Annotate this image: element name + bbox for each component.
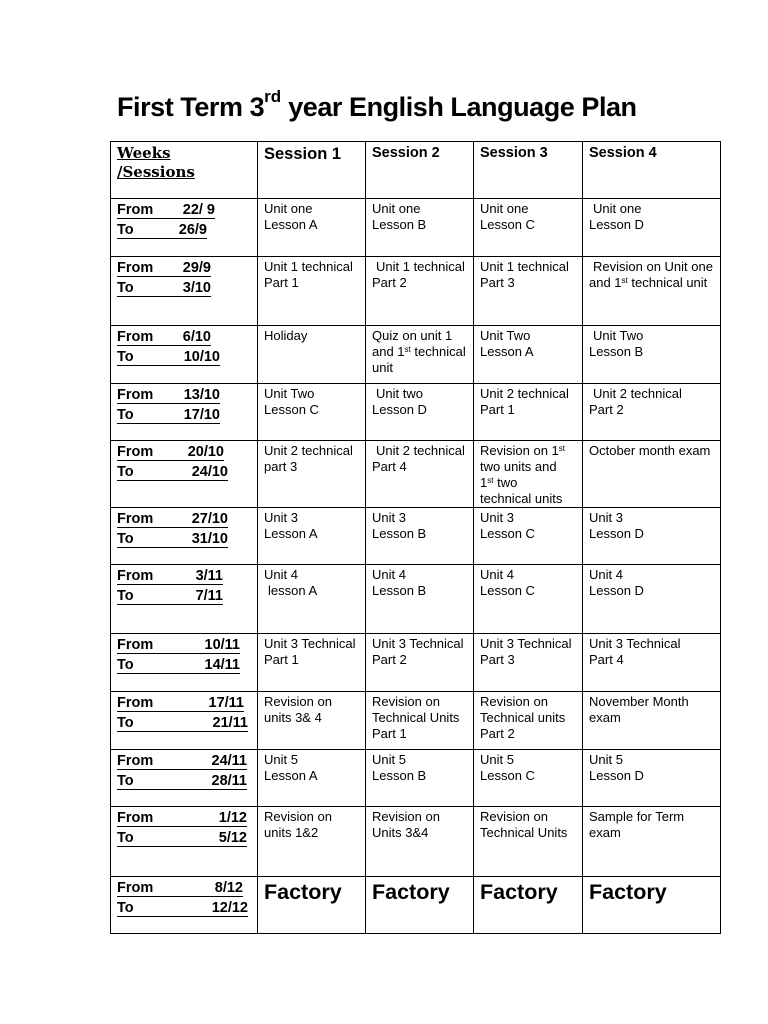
cell-line: Revision on Unit one <box>593 259 713 274</box>
cell-line: Part 1 <box>264 275 299 290</box>
session-2-cell <box>366 877 474 934</box>
cell-line: units 3& 4 <box>264 710 322 725</box>
ordinal-suffix: st <box>404 345 411 354</box>
cell-line: part 3 <box>264 459 298 474</box>
session-3-cell <box>474 692 583 750</box>
to-line <box>117 901 248 917</box>
from-label: From <box>117 568 154 584</box>
cell-line: Unit 3 <box>480 510 514 525</box>
session-1-cell <box>258 807 366 877</box>
cell-line: Lesson C <box>480 217 535 232</box>
week-row <box>111 565 721 634</box>
cell-line: Unit 5 <box>480 752 514 767</box>
session-2-cell <box>366 384 474 441</box>
cell-line: Part 4 <box>372 459 407 474</box>
cell-line: Unit 4 <box>480 567 514 582</box>
cell-line: Lesson D <box>589 526 644 541</box>
from-date: 20/10 <box>187 444 224 460</box>
cell-line: Unit 3 <box>372 510 406 525</box>
cell-line: Factory <box>589 880 667 904</box>
from-date: 24/11 <box>211 753 247 769</box>
cell-line <box>589 275 718 291</box>
cell-line: Part 2 <box>480 726 515 741</box>
header-session-4: Session 4 <box>589 145 657 161</box>
to-label: To <box>117 407 134 423</box>
session-4-cell <box>583 441 721 508</box>
to-line <box>117 281 211 297</box>
cell-line: Part 2 <box>589 402 624 417</box>
cell-line: Revision on <box>372 809 440 824</box>
to-date: 5/12 <box>218 830 247 846</box>
week-row <box>111 326 721 384</box>
to-line <box>117 589 223 605</box>
to-line <box>117 658 240 674</box>
session-2-cell <box>366 634 474 692</box>
to-label: To <box>117 830 134 846</box>
session-4-cell <box>583 692 721 750</box>
session-2-cell <box>366 508 474 565</box>
session-2-cell <box>366 692 474 750</box>
header-session-2: Session 2 <box>372 145 440 161</box>
line-text: 1 <box>480 475 488 490</box>
week-row <box>111 634 721 692</box>
session-1-cell <box>258 257 366 326</box>
cell-line: exam <box>589 825 621 840</box>
session-1-cell <box>258 692 366 750</box>
week-row <box>111 384 721 441</box>
cell-line: Holiday <box>264 328 308 343</box>
from-label: From <box>117 387 154 403</box>
cell-line: November Month <box>589 694 689 709</box>
to-line <box>117 223 207 239</box>
session-4-cell <box>583 199 721 257</box>
from-line <box>117 261 211 277</box>
from-line <box>117 330 211 346</box>
to-line <box>117 831 247 847</box>
from-label: From <box>117 511 154 527</box>
header-session-1-cell <box>258 142 366 199</box>
cell-line: Revision on <box>264 809 332 824</box>
cell-line: Part 2 <box>372 652 407 667</box>
cell-line: Factory <box>480 880 558 904</box>
session-2-cell <box>366 257 474 326</box>
cell-line: Lesson C <box>480 768 535 783</box>
cell-line <box>372 344 471 360</box>
cell-line: Unit 3 Technical <box>372 636 464 651</box>
cell-line: Unit 3 <box>589 510 623 525</box>
from-date: 13/10 <box>183 387 220 403</box>
cell-line: Lesson C <box>480 583 535 598</box>
header-session-4-cell <box>583 142 721 199</box>
cell-line: Unit one <box>372 201 421 216</box>
from-date: 27/10 <box>191 511 228 527</box>
cell-line: Unit 3 Technical <box>480 636 572 651</box>
from-date: 10/11 <box>204 637 240 653</box>
session-1-cell <box>258 634 366 692</box>
cell-line: Lesson C <box>480 526 535 541</box>
cell-line: Unit 3 <box>264 510 298 525</box>
week-range-cell <box>111 257 258 326</box>
to-date: 7/11 <box>195 588 223 604</box>
cell-line: lesson A <box>268 583 318 598</box>
session-3-cell <box>474 199 583 257</box>
cell-line: Lesson A <box>480 344 534 359</box>
week-row <box>111 508 721 565</box>
cell-line: Unit 4 <box>264 567 298 582</box>
cell-line: Lesson D <box>589 583 644 598</box>
ordinal-suffix: st <box>621 276 628 285</box>
session-3-cell <box>474 257 583 326</box>
session-4-cell <box>583 807 721 877</box>
cell-line: technical units <box>480 491 563 506</box>
session-4-cell <box>583 508 721 565</box>
week-row <box>111 877 721 934</box>
cell-line: Unit one <box>593 201 642 216</box>
session-1-cell <box>258 326 366 384</box>
session-1-cell <box>258 750 366 807</box>
cell-line: Unit one <box>264 201 313 216</box>
session-4-cell <box>583 384 721 441</box>
week-range-cell <box>111 384 258 441</box>
week-range-cell <box>111 807 258 877</box>
session-1-cell <box>258 565 366 634</box>
session-4-cell <box>583 326 721 384</box>
cell-line: Revision on <box>264 694 332 709</box>
session-1-cell <box>258 384 366 441</box>
session-3-cell <box>474 441 583 508</box>
week-row <box>111 257 721 326</box>
to-label: To <box>117 657 134 673</box>
cell-line: Unit 2 technical <box>376 443 465 458</box>
to-label: To <box>117 280 134 296</box>
cell-line: Lesson D <box>589 217 644 232</box>
to-date: 24/10 <box>191 464 228 480</box>
session-3-cell <box>474 384 583 441</box>
cell-line: exam <box>589 710 621 725</box>
week-row <box>111 750 721 807</box>
cell-line: Lesson B <box>372 217 427 232</box>
cell-line: Lesson A <box>264 768 318 783</box>
cell-line: Units 3&4 <box>372 825 429 840</box>
title-ordinal-suffix: rd <box>264 87 282 106</box>
from-date: 6/10 <box>182 329 211 345</box>
from-date: 8/12 <box>214 880 243 896</box>
from-line <box>117 512 228 528</box>
from-line <box>117 811 247 827</box>
cell-line: Part 3 <box>480 652 515 667</box>
line-text: and 1 <box>372 344 405 359</box>
line-text: and 1 <box>589 275 622 290</box>
cell-line <box>480 475 580 491</box>
session-3-cell <box>474 750 583 807</box>
to-line <box>117 532 228 548</box>
cell-line: Unit 5 <box>589 752 623 767</box>
to-date: 26/9 <box>178 222 207 238</box>
from-line <box>117 754 247 770</box>
session-3-cell <box>474 508 583 565</box>
to-line <box>117 774 247 790</box>
to-date: 12/12 <box>211 900 248 916</box>
cell-line: Unit 2 technical <box>593 386 682 401</box>
cell-line: Lesson D <box>589 768 644 783</box>
from-date: 29/9 <box>182 260 211 276</box>
week-row <box>111 199 721 257</box>
to-label: To <box>117 773 134 789</box>
cell-line <box>480 443 580 459</box>
cell-line: Unit 4 <box>589 567 623 582</box>
cell-line: Technical Units <box>480 825 568 840</box>
cell-line: Unit 2 technical <box>480 386 569 401</box>
cell-line: Lesson A <box>264 217 318 232</box>
cell-line: Part 1 <box>372 726 407 741</box>
week-range-cell <box>111 508 258 565</box>
session-1-cell <box>258 508 366 565</box>
cell-line: Unit two <box>376 386 423 401</box>
cell-line: Unit 4 <box>372 567 406 582</box>
from-line <box>117 696 244 712</box>
line-tail: technical unit <box>627 275 708 290</box>
header-weeks-sessions <box>111 142 258 199</box>
week-range-cell <box>111 565 258 634</box>
to-label: To <box>117 464 134 480</box>
cell-line: Revision on <box>372 694 440 709</box>
session-4-cell <box>583 565 721 634</box>
to-date: 3/10 <box>182 280 211 296</box>
cell-line: Part 2 <box>372 275 407 290</box>
cell-line: Revision on <box>480 694 548 709</box>
cell-line: Part 3 <box>480 275 515 290</box>
cell-line: Part 4 <box>589 652 624 667</box>
cell-line: Unit Two <box>593 328 644 343</box>
session-2-cell <box>366 565 474 634</box>
from-line <box>117 203 215 219</box>
session-1-cell <box>258 441 366 508</box>
header-session-3: Session 3 <box>480 145 548 161</box>
header-row <box>111 142 721 199</box>
cell-line: Lesson B <box>372 768 427 783</box>
session-4-cell <box>583 257 721 326</box>
to-line <box>117 465 228 481</box>
cell-line: Unit 1 technical <box>264 259 353 274</box>
cell-line: Unit Two <box>264 386 315 401</box>
cell-line: Revision on <box>480 809 548 824</box>
cell-line: Unit 3 Technical <box>264 636 356 651</box>
from-label: From <box>117 444 154 460</box>
cell-line: Unit 1 technical <box>376 259 465 274</box>
from-line <box>117 445 224 461</box>
to-line <box>117 350 220 366</box>
week-range-cell <box>111 326 258 384</box>
session-4-cell <box>583 634 721 692</box>
cell-line: Lesson B <box>589 344 644 359</box>
from-label: From <box>117 880 154 896</box>
cell-line: Lesson B <box>372 583 427 598</box>
from-label: From <box>117 695 154 711</box>
week-range-cell <box>111 634 258 692</box>
week-range-cell <box>111 750 258 807</box>
from-label: From <box>117 810 154 826</box>
cell-line: units 1&2 <box>264 825 319 840</box>
from-line <box>117 638 240 654</box>
to-date: 14/11 <box>204 657 240 673</box>
header-session-1: Session 1 <box>264 145 342 163</box>
session-4-cell <box>583 877 721 934</box>
to-label: To <box>117 715 134 731</box>
header-sessions: /Sessions <box>117 163 195 181</box>
week-range-cell <box>111 692 258 750</box>
from-line <box>117 881 243 897</box>
session-3-cell <box>474 877 583 934</box>
cell-line: Technical Units <box>372 710 460 725</box>
to-line <box>117 716 248 732</box>
cell-line: Factory <box>372 880 450 904</box>
session-2-cell <box>366 199 474 257</box>
week-row <box>111 692 721 750</box>
cell-line: October month exam <box>589 443 711 458</box>
cell-line: Lesson C <box>264 402 319 417</box>
to-label: To <box>117 222 134 238</box>
from-date: 3/11 <box>195 568 223 584</box>
cell-line: Unit Two <box>480 328 531 343</box>
cell-line: Technical units <box>480 710 566 725</box>
session-2-cell <box>366 441 474 508</box>
cell-line: Part 1 <box>480 402 515 417</box>
from-date: 1/12 <box>218 810 247 826</box>
to-label: To <box>117 349 134 365</box>
from-line <box>117 388 220 404</box>
to-label: To <box>117 588 134 604</box>
cell-line: Quiz on unit 1 <box>372 328 453 343</box>
from-date: 22/ 9 <box>182 202 215 218</box>
session-4-cell <box>583 750 721 807</box>
to-label: To <box>117 531 134 547</box>
cell-line: Unit 1 technical <box>480 259 569 274</box>
session-1-cell <box>258 877 366 934</box>
to-date: 28/11 <box>211 773 247 789</box>
line-tail: two <box>493 475 518 490</box>
to-line <box>117 408 220 424</box>
session-1-cell <box>258 199 366 257</box>
to-date: 17/10 <box>183 407 220 423</box>
week-range-cell <box>111 441 258 508</box>
cell-line: Unit 5 <box>372 752 406 767</box>
week-range-cell <box>111 199 258 257</box>
cell-line: Unit 2 technical <box>264 443 353 458</box>
to-label: To <box>117 900 134 916</box>
header-weeks: Weeks <box>117 144 171 162</box>
plan-title <box>117 87 637 123</box>
header-session-2-cell <box>366 142 474 199</box>
week-row <box>111 441 721 508</box>
cell-line: Factory <box>264 880 342 904</box>
cell-line: Lesson A <box>264 526 318 541</box>
from-label: From <box>117 637 154 653</box>
session-3-cell <box>474 565 583 634</box>
cell-line: Unit 3 Technical <box>589 636 681 651</box>
to-date: 10/10 <box>183 349 220 365</box>
session-3-cell <box>474 326 583 384</box>
cell-line: Lesson D <box>372 402 427 417</box>
ordinal-suffix: st <box>558 444 566 453</box>
cell-line: two units and <box>480 459 557 474</box>
cell-line: Unit one <box>480 201 529 216</box>
to-date: 31/10 <box>191 531 228 547</box>
from-label: From <box>117 260 154 276</box>
session-2-cell <box>366 750 474 807</box>
session-3-cell <box>474 634 583 692</box>
week-row <box>111 807 721 877</box>
session-3-cell <box>474 807 583 877</box>
from-label: From <box>117 753 154 769</box>
to-date: 21/11 <box>212 715 248 731</box>
cell-line: Lesson B <box>372 526 427 541</box>
cell-line: unit <box>372 360 393 375</box>
session-2-cell <box>366 807 474 877</box>
title-tail: year English Language Plan <box>281 92 637 122</box>
week-range-cell <box>111 877 258 934</box>
line-text: Revision on 1 <box>480 443 559 458</box>
header-session-3-cell <box>474 142 583 199</box>
line-tail: technical <box>410 344 466 359</box>
plan-table <box>110 141 721 934</box>
cell-line: Unit 5 <box>264 752 298 767</box>
from-date: 17/11 <box>208 695 244 711</box>
ordinal-suffix: st <box>487 476 494 485</box>
session-2-cell <box>366 326 474 384</box>
cell-line: Part 1 <box>264 652 299 667</box>
title-text: First Term 3 <box>117 92 265 122</box>
from-line <box>117 569 223 585</box>
from-label: From <box>117 202 154 218</box>
cell-line: Sample for Term <box>589 809 685 824</box>
from-label: From <box>117 329 154 345</box>
